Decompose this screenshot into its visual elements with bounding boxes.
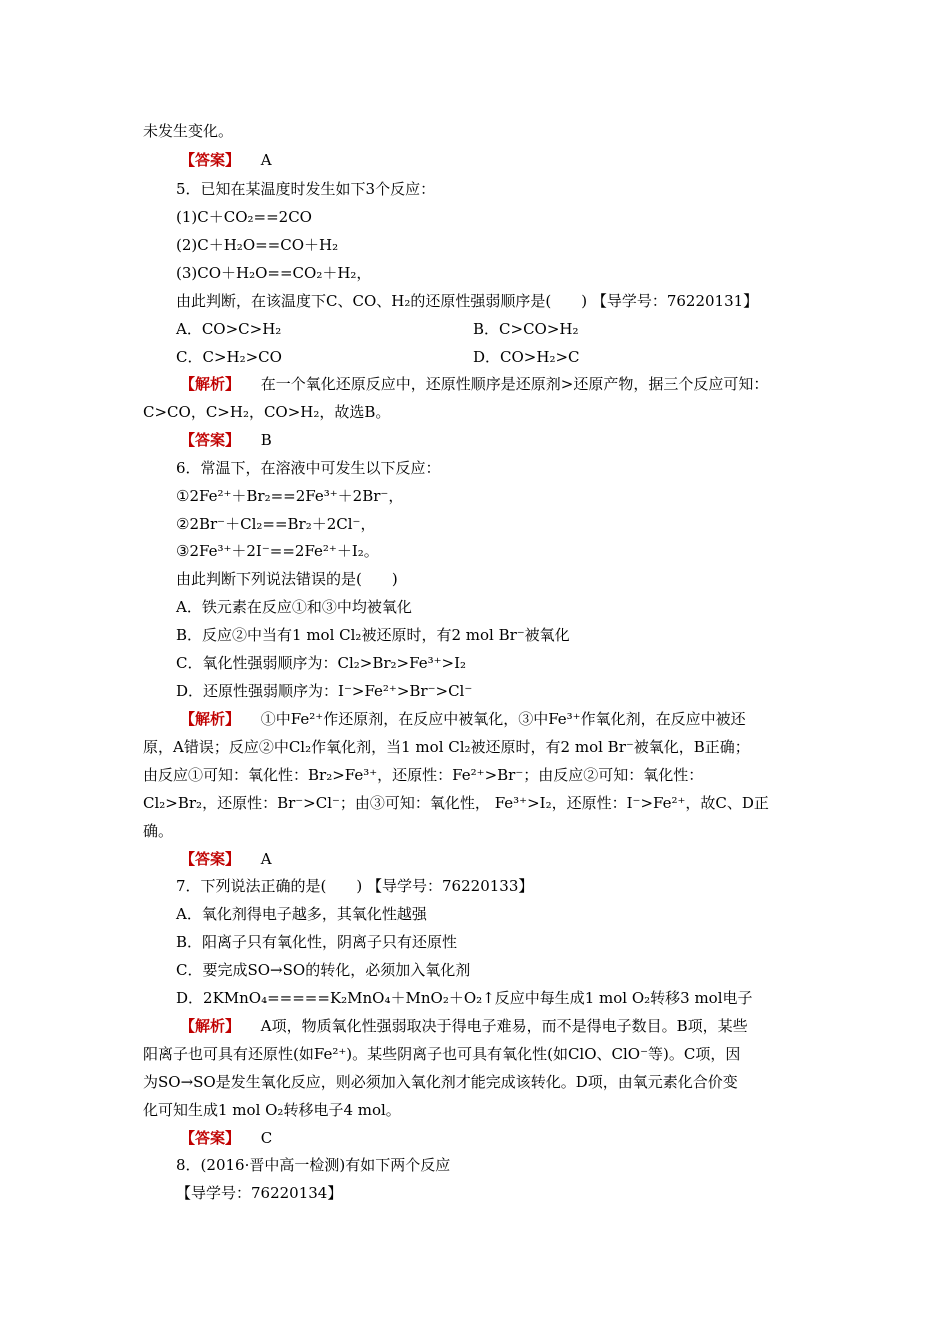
reaction-line: ②2Br⁻＋Cl₂==Br₂＋2Cl⁻， [176, 515, 376, 533]
reaction-line: ①2Fe²⁺＋Br₂==2Fe³⁺＋2Br⁻， [176, 487, 404, 505]
explanation-text: 阳离子也可具有还原性(如Fe²⁺)。某些阴离子也可具有氧化性(如ClO、ClO⁻等)。C项，因 [143, 1045, 741, 1063]
reaction-line: (3)CO＋H₂O==CO₂＋H₂， [176, 264, 372, 282]
explanation-line [180, 709, 746, 729]
option-b: B．阳离子只有氧化性，阴离子只有还原性 [176, 933, 458, 951]
option-a: A．铁元素在反应①和③中均被氧化 [176, 598, 412, 616]
answer-line [180, 430, 272, 450]
explanation-text: 化可知生成1 mol O₂转移电子4 mol。 [143, 1101, 401, 1119]
explanation-text: ①中Fe²⁺作还原剂，在反应中被氧化，③中Fe³⁺作氧化剂，在反应中被还 [260, 710, 746, 728]
text-line: 未发生变化。 [143, 122, 234, 140]
explanation-line [180, 374, 768, 394]
explanation-text: Cl₂>Br₂，还原性：Br⁻>Cl⁻；由③可知：氧化性， Fe³⁺>I₂，还原性：I⁻>Fe²⁺，故C、D正 [143, 794, 769, 812]
explanation-text: 由反应①可知：氧化性：Br₂>Fe³⁺，还原性：Fe²⁺>Br⁻；由反应②可知：氧化性： [143, 766, 704, 784]
answer-value: B [260, 431, 272, 449]
answer-value: C [260, 1129, 273, 1147]
option-d: D．CO>H₂>C [473, 348, 580, 366]
option-a: A．氧化剂得电子越多，其氧化性越强 [176, 905, 427, 923]
question-stem: 由此判断，在该温度下C、CO、H₂的还原性强弱顺序是( ) 【导学号：76220131】 [176, 292, 759, 310]
explanation-text: 确。 [143, 822, 174, 840]
explanation-text: C>CO，C>H₂，CO>H₂，故选B。 [143, 403, 391, 421]
question-stem: 6．常温下，在溶液中可发生以下反应： [176, 459, 441, 477]
question-stem: 5．已知在某温度时发生如下3个反应： [176, 180, 436, 198]
option-d: D．2KMnO₄=====K₂MnO₄＋MnO₂＋O₂↑反应中每生成1 mol O₂转移3 mol电子 [176, 989, 753, 1007]
option-c: C．C>H₂>CO [176, 348, 282, 366]
option-c: C．要完成SO→SO的转化，必须加入氧化剂 [176, 961, 471, 979]
option-d: D．还原性强弱顺序为：I⁻>Fe²⁺>Br⁻>Cl⁻ [176, 682, 473, 700]
answer-tag: 【答案】 [180, 151, 241, 169]
explanation-line [180, 1016, 748, 1036]
explanation-tag: 【解析】 [180, 1017, 241, 1035]
reference-number: 【导学号：76220134】 [176, 1184, 343, 1202]
answer-line [180, 849, 272, 869]
reaction-line: (1)C＋CO₂==2CO [176, 208, 312, 226]
explanation-text: 原，A错误；反应②中Cl₂作氧化剂，当1 mol Cl₂被还原时，有2 mol Br⁻被氧化，B正确； [143, 738, 750, 756]
answer-value: A [260, 850, 272, 868]
question-stem: 8．(2016·晋中高一检测)有如下两个反应 [176, 1156, 451, 1174]
explanation-tag: 【解析】 [180, 710, 241, 728]
explanation-text: 在一个氧化还原反应中，还原性顺序是还原剂>还原产物，据三个反应可知： [260, 375, 769, 393]
answer-tag: 【答案】 [180, 850, 241, 868]
reaction-line: ③2Fe³⁺＋2I⁻==2Fe²⁺＋I₂。 [176, 542, 379, 560]
answer-line [180, 150, 272, 170]
answer-tag: 【答案】 [180, 1129, 241, 1147]
option-a: A．CO>C>H₂ [176, 320, 282, 338]
reaction-line: (2)C＋H₂O==CO＋H₂ [176, 236, 339, 254]
explanation-text: A项，物质氧化性强弱取决于得电子难易，而不是得电子数目。B项，某些 [260, 1017, 748, 1035]
option-b: B．反应②中当有1 mol Cl₂被还原时，有2 mol Br⁻被氧化 [176, 626, 570, 644]
explanation-text: 为SO→SO是发生氧化反应，则必须加入氧化剂才能完成该转化。D项，由氧元素化合价变 [143, 1073, 738, 1091]
answer-line [180, 1128, 272, 1148]
question-stem: 由此判断下列说法错误的是( ) [176, 570, 398, 588]
option-b: B．C>CO>H₂ [473, 320, 579, 338]
answer-tag: 【答案】 [180, 431, 241, 449]
explanation-tag: 【解析】 [180, 375, 241, 393]
answer-value: A [260, 151, 272, 169]
question-stem: 7．下列说法正确的是( ) 【导学号：76220133】 [176, 877, 534, 895]
option-c: C．氧化性强弱顺序为：Cl₂>Br₂>Fe³⁺>I₂ [176, 654, 467, 672]
